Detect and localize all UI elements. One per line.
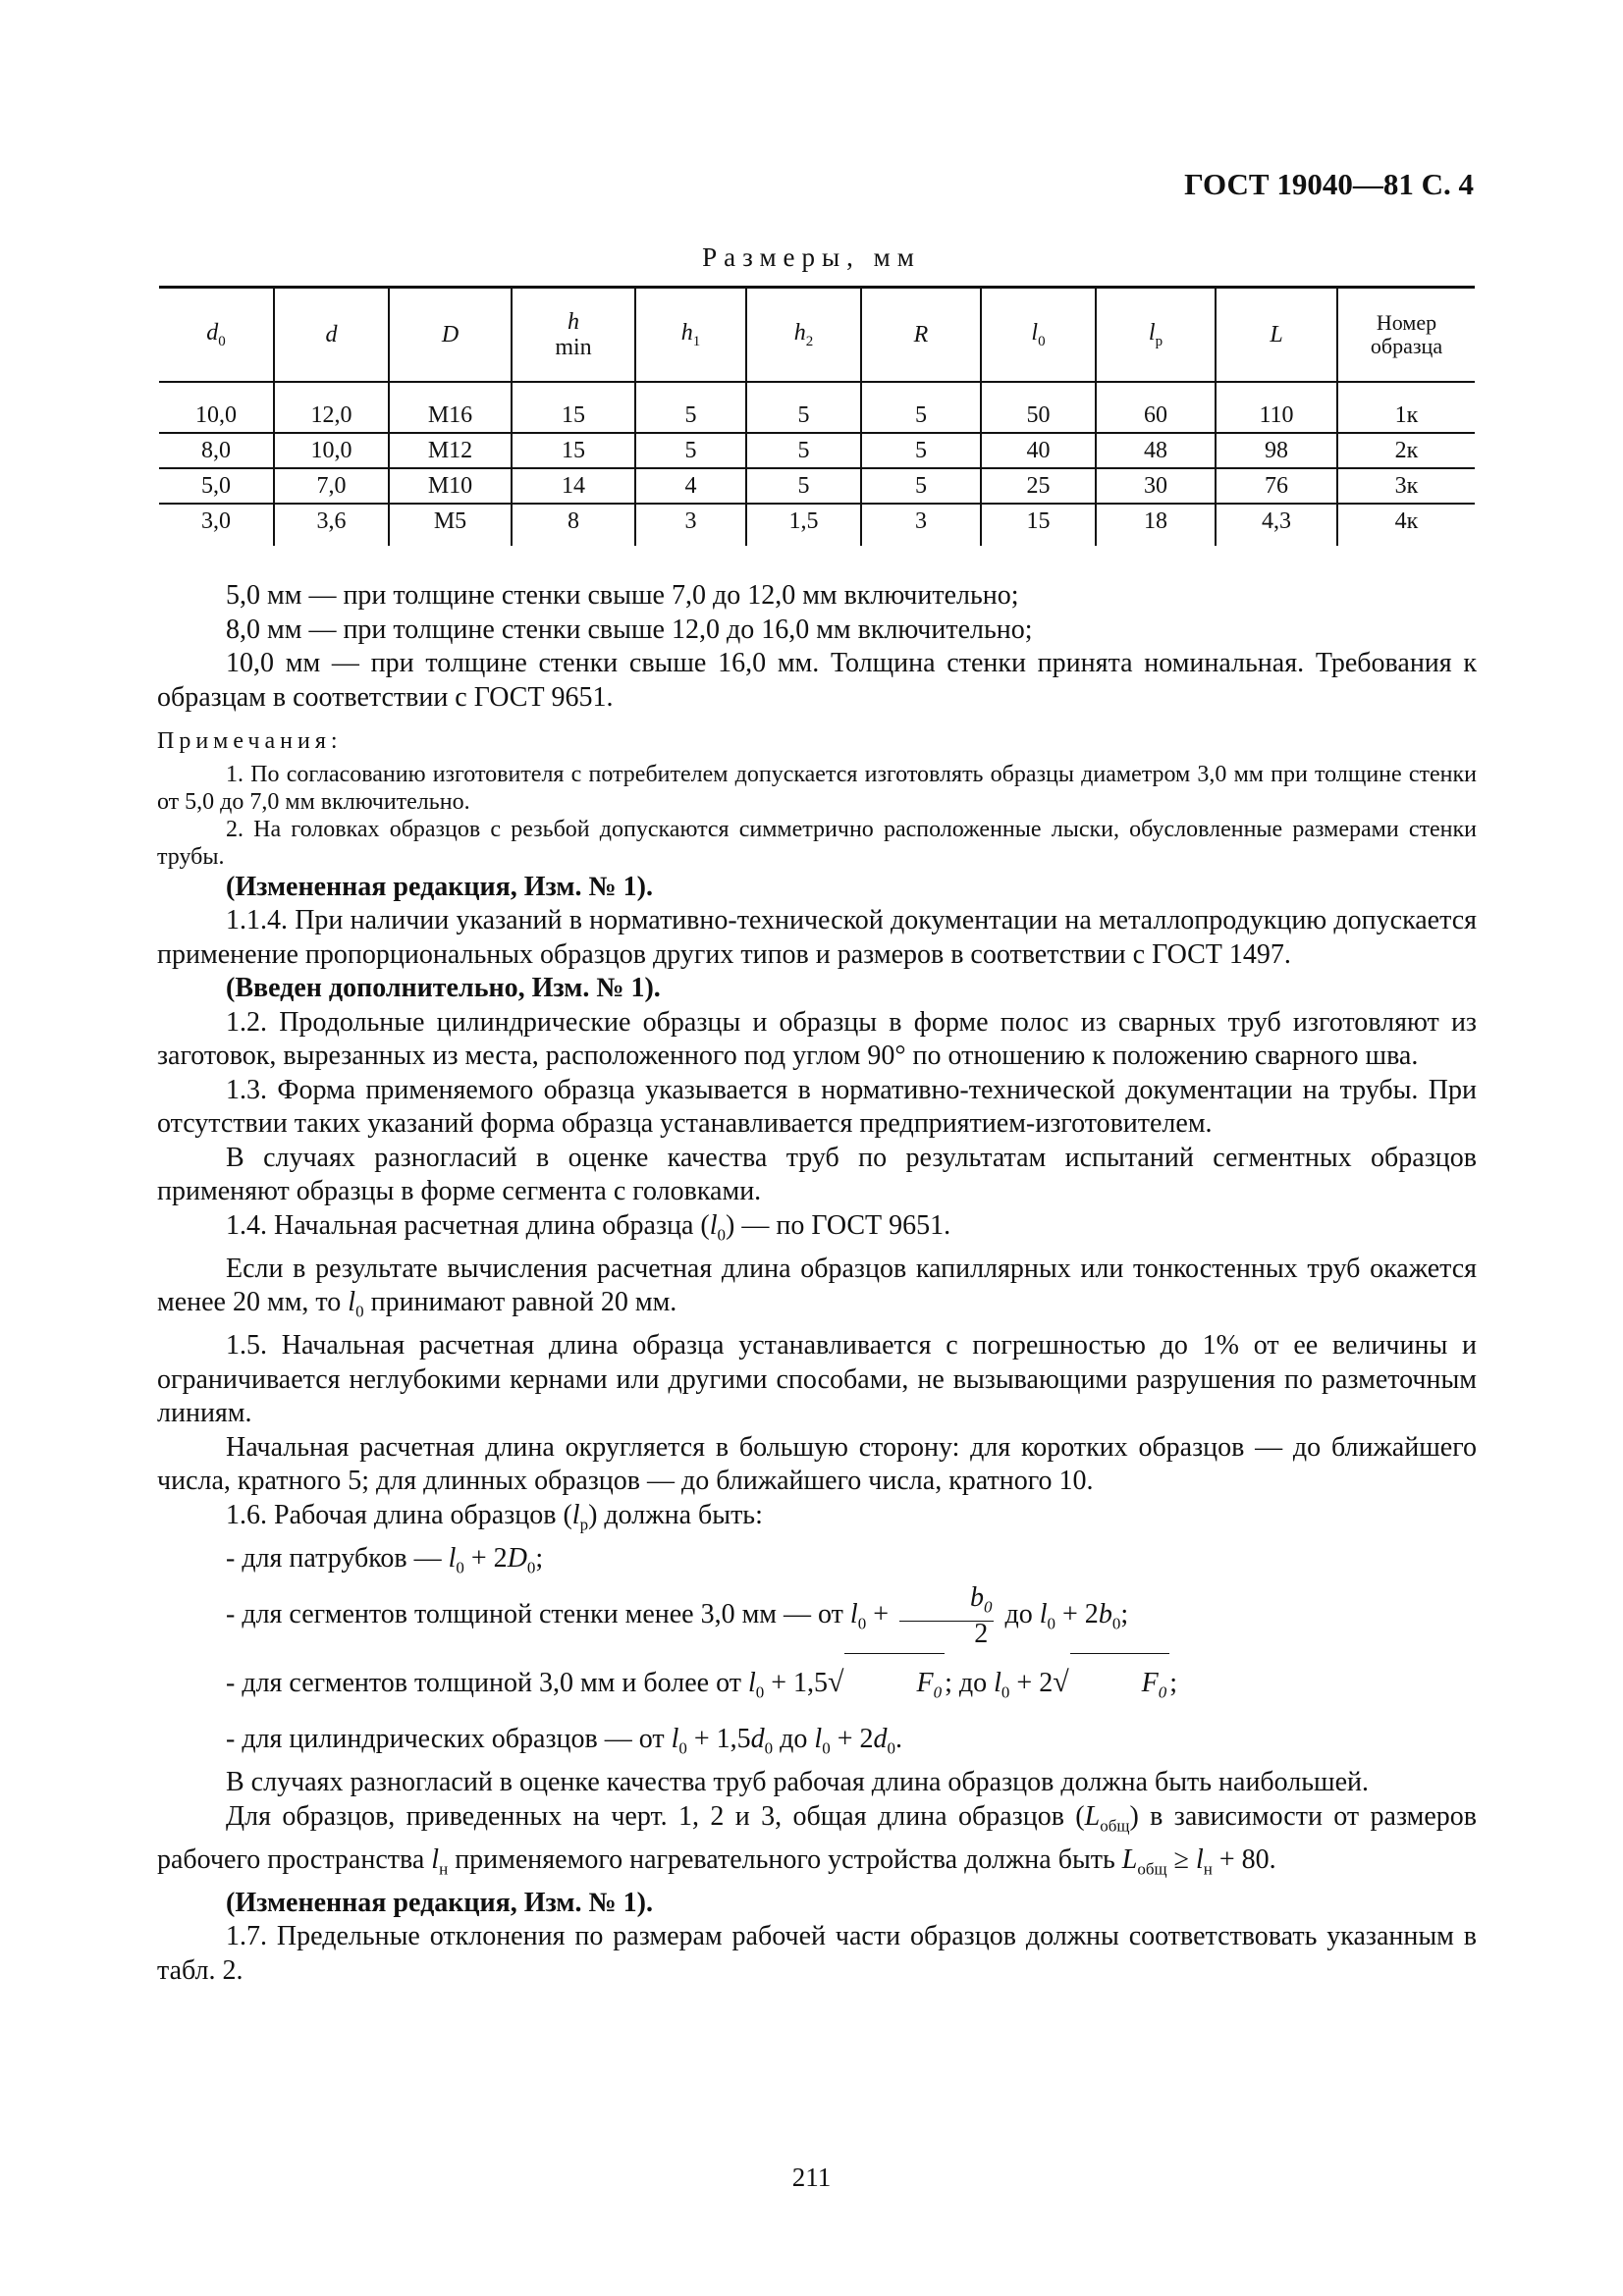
table-cell: 7,0 xyxy=(274,468,389,504)
note-1: 1. По согласованию изготовителя с потребителем допускается изготовлять образцы диаметром 3,0 мм при толщине стенки от 5,0 до 7,0 мм включительно. xyxy=(157,761,1477,815)
table-cell: 76 xyxy=(1216,468,1337,504)
col-header-L: L xyxy=(1216,288,1337,383)
paragraph-1-3: 1.3. Форма применяемого образца указывается в нормативно-технической документации на трубы. При отсутствии таких указаний форма образца устанавливается предприятием-изготовителем. xyxy=(157,1074,1477,1139)
table-cell: 40 xyxy=(981,433,1096,468)
table-cell: 10,0 xyxy=(159,382,274,433)
table-cell: 4 xyxy=(635,468,746,504)
table-cell: 14 xyxy=(512,468,635,504)
notes-heading: Примечания: xyxy=(157,728,343,754)
paragraph: 10,0 мм — при толщине стенки свыше 16,0 мм. Толщина стенки принята номинальная. Требования к образцам в соответствии с ГОСТ 9651. xyxy=(157,648,1477,713)
paragraph-1-6: 1.6. Рабочая длина образцов $(l_p)$ должна быть: xyxy=(226,1499,763,1534)
table-cell: 12,0 xyxy=(274,382,389,433)
table-cell: 98 xyxy=(1216,433,1337,468)
page-number: 211 xyxy=(791,2163,832,2192)
sqrt-icon: √ xyxy=(1053,1666,1069,1699)
table-cell: 4,3 xyxy=(1216,504,1337,546)
table-row xyxy=(159,504,1475,546)
table-row xyxy=(159,382,1475,433)
paragraph-1-4: 1.4. Начальная расчетная длина образца $(l_0)$ — по ГОСТ 9651. xyxy=(226,1209,951,1245)
table-row xyxy=(159,468,1475,504)
paragraph-1-1-4: 1.1.4. При наличии указаний в нормативно-технической документации на металлопродукцию допускается применение пропорциональных образцов других типов и размеров в соответствии с ГОСТ 1497. xyxy=(157,905,1477,970)
paragraph-1-5: 1.5. Начальная расчетная длина образца устанавливается с погрешностью до 1% от ее величины и ограничивается неглубокими кернами или другими способами, не вызывающими разрушения по разметочным линиям. xyxy=(157,1330,1477,1429)
table-cell: М16 xyxy=(389,382,512,433)
table-cell: 3 xyxy=(861,504,981,546)
col-header-lp: $l_p$ xyxy=(1096,288,1216,383)
table-cell: 50 xyxy=(981,382,1096,433)
table-cell: 5,0 xyxy=(159,468,274,504)
sqrt-icon: √ xyxy=(828,1666,844,1699)
col-header-h2: $h_2$ xyxy=(746,288,861,383)
paragraph-1-7: 1.7. Предельные отклонения по размерам рабочей части образцов должны соответствовать указанным в табл. 2. xyxy=(157,1921,1477,1986)
table-cell: М12 xyxy=(389,433,512,468)
table-cell: 5 xyxy=(746,433,861,468)
paragraph-1-6-d: Для образцов, приведенных на черт. 1, 2 и 3, общая длина образцов $(L_{общ})$ в зависимости от размеров рабочего пространства $l_н$ применяемого нагревательного устройства должна быть $L_{общ} \ge l_н + 80$. xyxy=(157,1800,1478,1879)
paragraph: 5,0 мм — при толщине стенки свыше 7,0 до 12,0 мм включительно; xyxy=(226,580,1019,611)
table-cell: 8,0 xyxy=(159,433,274,468)
dimensions-table xyxy=(159,286,1475,546)
table-cell: 18 xyxy=(1096,504,1216,546)
table-row xyxy=(159,433,1475,468)
table-cell: 8 xyxy=(512,504,635,546)
revision-note-2: (Измененная редакция, Изм. № 1). xyxy=(226,1887,653,1918)
table-cell: 60 xyxy=(1096,382,1216,433)
paragraph: 8,0 мм — при толщине стенки свыше 12,0 до 16,0 мм включительно; xyxy=(226,614,1033,645)
table-cell: 1,5 xyxy=(746,504,861,546)
col-header-h: h min xyxy=(512,288,635,383)
formula-thin-segments: - для сегментов толщиной стенки менее 3,0 мм — от $l_0$ + $\frac{b_0}{2}$ до $l_0 + 2b_0$; xyxy=(226,1582,1129,1649)
note-2: 2. На головках образцов с резьбой допускаются симметрично расположенные лыски, обусловленные размерами стенки трубы. xyxy=(157,816,1477,870)
table-cell: 30 xyxy=(1096,468,1216,504)
table-cell: 5 xyxy=(746,468,861,504)
table-caption: Размеры, мм xyxy=(702,242,921,272)
table-cell: 5 xyxy=(746,382,861,433)
col-header-d: d xyxy=(274,288,389,383)
paragraph-1-3-b: В случаях разногласий в оценке качества труб по результатам испытаний сегментных образцов применяют образцы в форме сегмента с головками. xyxy=(157,1142,1477,1206)
formula-pipes: - для патрубков — $l_0 + 2D_0$; xyxy=(226,1542,544,1577)
table-cell: 3 xyxy=(635,504,746,546)
table-cell: М5 xyxy=(389,504,512,546)
body-text xyxy=(157,579,1477,1988)
col-header-D: D xyxy=(389,288,512,383)
table-cell: 110 xyxy=(1216,382,1337,433)
col-header-l0: $l_0$ xyxy=(981,288,1096,383)
formula-cylindrical: - для цилиндрических образцов — от $l_0 + 1,5d_0$ до $l_0 + 2d_0$. xyxy=(226,1724,902,1758)
table-cell: 5 xyxy=(635,382,746,433)
table-cell: 1к xyxy=(1337,382,1475,433)
table-cell: 25 xyxy=(981,468,1096,504)
table-cell: 3,6 xyxy=(274,504,389,546)
col-header-h1: $h_1$ xyxy=(635,288,746,383)
table-cell: 48 xyxy=(1096,433,1216,468)
table-cell: 15 xyxy=(512,433,635,468)
table-cell: 5 xyxy=(861,433,981,468)
table-header-row xyxy=(159,288,1475,383)
added-note: (Введен дополнительно, Изм. № 1). xyxy=(226,973,661,1003)
formula-thick-segments: - для сегментов толщиной 3,0 мм и более от $l_0 + 1,5√$ $F_0$ ; до $l_0 + 2√$ $F_0$ ; xyxy=(157,1653,1477,1723)
fraction: $\frac{b_0}{2}$ xyxy=(899,1585,995,1647)
table-cell: 4к xyxy=(1337,504,1475,546)
table-cell: 15 xyxy=(981,504,1096,546)
table-cell: 3к xyxy=(1337,468,1475,504)
table-cell: М10 xyxy=(389,468,512,504)
table-cell: 5 xyxy=(861,382,981,433)
col-header-sample-number: Номер образца xyxy=(1337,288,1475,383)
paragraph-1-5-b: Начальная расчетная длина округляется в большую сторону: для коротких образцов — до ближайшего числа, кратного 5; для длинных образцов — до ближайшего числа, кратного 10. xyxy=(157,1431,1477,1497)
document-header: ГОСТ 19040—81 С. 4 xyxy=(1184,167,1474,201)
paragraph-1-2: 1.2. Продольные цилиндрические образцы и образцы в форме полос из сварных труб изготовляют из заготовок, вырезанных из места, расположенного под углом 90° по отношению к положению сварного шва. xyxy=(157,1006,1477,1071)
paragraph-1-4-b: Если в результате вычисления расчетная длина образцов капиллярных или тонкостенных труб окажется менее 20 мм, то $l_0$ принимают равной 20 мм. xyxy=(157,1253,1477,1321)
col-header-R: R xyxy=(861,288,981,383)
table-cell: 2к xyxy=(1337,433,1475,468)
table-cell: 5 xyxy=(861,468,981,504)
revision-note: (Измененная редакция, Изм. № 1). xyxy=(226,871,653,902)
table-cell: 10,0 xyxy=(274,433,389,468)
table-cell: 5 xyxy=(635,433,746,468)
table-cell: 3,0 xyxy=(201,508,231,534)
col-header-d0: $d_0$ xyxy=(159,288,274,383)
paragraph-1-6-c: В случаях разногласий в оценке качества труб рабочая длина образцов должна быть наибольшей. xyxy=(226,1767,1370,1798)
table-cell: 15 xyxy=(512,382,635,433)
